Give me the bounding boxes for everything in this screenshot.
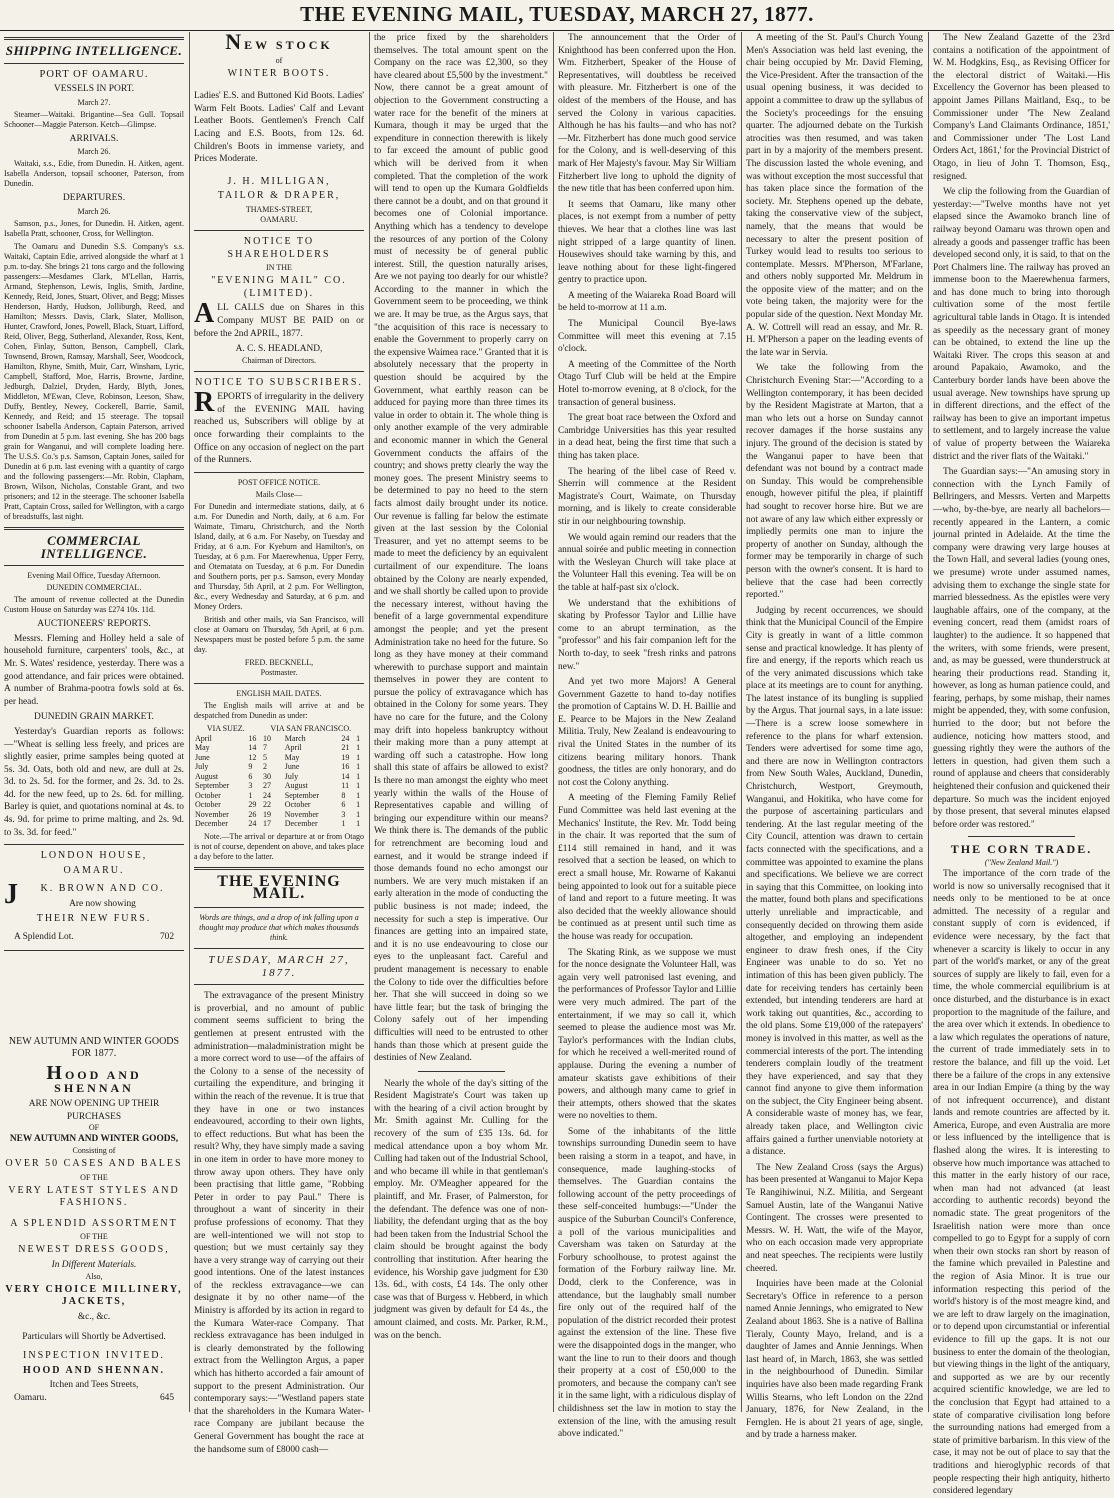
mail-dates-row	[194, 791, 364, 801]
divider	[194, 867, 364, 870]
col4-text-12: The Skating Rink, as we suppose we must for the nonce designate the Volunteer Hall, was again very well patronised last evening, and the performances of Professor Taylor and Lillie were very much admired. The part of the entertainment, if we may so call it, which seemed to please the audience most was Mr. Taylor's performances with the Indian clubs, for which he received a well-merited round of applause. During the evening a number of amateur skatists gave exhibitions of their powers, and although many came to grief in their attempts, others showed that the skates were no novelties to them.	[558, 947, 736, 1122]
mail-dates-cell: September	[195, 781, 230, 791]
divider	[4, 527, 184, 530]
notice-role: Chairman of Directors.	[242, 355, 316, 365]
shipping-title: SHIPPING INTELLIGENCE.	[5, 43, 183, 58]
mail-dates-row	[194, 743, 364, 753]
col5-text-3: Judging by recent occurrences, we should think that the Municipal Council of the Empire City is greatly in want of a little common sense and practical knowledge. It has plenty of fire and energy, if the reports which reach us of the very animated discussions which take place at its meetings are to count for anything. The latest instance of its bungling is supplied by the Argus. That journal says, in a late issue:—There is a screw loose somewhere in reference to the plans for wharf extension. Tenders were advertised for some time ago, and there are now in Wellington contractors from New South Wales, Auckland, Dunedin, Christchurch, Westport, Greymouth, Wanganui, and Hokitika, who have come for the purpose of ascertaining particulars and tendering. At the last regular meeting of the City Council, attention was drawn to certain facts connected with the specifications, and a committee was appointed to examine the plans and specifications. We believe we are correct in saying that this Committee, on looking into the matter, found both plans and specifications utterly unreliable and impracticable, and consequently decided on throwing them aside altogether, and employing an independent engineer to draw fresh ones, if the City Engineer was unable to do so. Yet no intimation of this has been given publicly. The date for receiving tenders has certainly been extended, but intending tenderers are hard at work taking out quantities, &c., according to the old plans. Some £19,000 of the ratepayers' money is involved in this matter, as well as the commercial interests of the port. The intending tenderers complain loudly of the treatment they have experienced, and say that they cannot find anyone to give them information on the subject, the City Engineer being absent. A considerable waste of money has, we fear, already taken place, and Wellington civic affairs gained a further unenviable notoriety at a distance.	[746, 605, 923, 1158]
london-place: OAMARU.	[63, 864, 125, 876]
commercial-body: The amount of revenue collected at the Dunedin Custom House on Saturday was £274 10s. 11d.	[4, 595, 184, 615]
mail-dates-cell: 6	[341, 800, 346, 810]
mail-dates-cell: 29	[248, 800, 257, 810]
port-title: PORT OF OAMARU.	[39, 68, 149, 80]
col4-text-10: And yet two more Majors! A General Government Gazette to hand to-day notifies the promotion of Captains W. D. H. Baillie and E. Pearce to be Majors in the New Zealand Militia. Truly, New Zealand is endeavouring to rival the United States in the number of its citizens bearing military honors. Thank goodness, the titles are only honorary, and do not cost the Colony anything.	[558, 677, 736, 788]
mail-dates-cell: 30	[263, 771, 272, 781]
vessels-date: March 27.	[77, 97, 111, 107]
mail-dates-cell: 6	[248, 771, 253, 781]
mail-dates-cell: December	[284, 819, 318, 829]
mail-dates-cell: 24	[263, 790, 272, 800]
jk-num: 702	[159, 932, 174, 943]
hood-of2: OF THE	[80, 1172, 108, 1182]
col4-text-5: A meeting of the Committee of the North Otago Turf Club will be held at the Empire Hotel to-morrow evening, at 8 o'clock, for the transaction of general business.	[558, 359, 736, 408]
dates-header	[194, 724, 364, 734]
mail-dates-cell: 1	[356, 733, 361, 743]
commercial-sub2: DUNEDIN COMMERCIAL.	[46, 583, 142, 593]
mail-dates-cell: 7	[263, 743, 268, 753]
spacer	[4, 956, 184, 1036]
mail-dates-cell: 1	[356, 809, 361, 819]
divider	[4, 63, 184, 64]
column-1	[4, 32, 184, 1414]
hood-particulars: Particulars will Shortly be Advertised.	[22, 1332, 166, 1343]
hood-footer	[4, 1392, 184, 1405]
mail-dates-cell: November	[195, 809, 229, 819]
london-head: LONDON HOUSE,	[40, 850, 148, 862]
corn-body: The importance of the corn trade of the world is now so universally recognised that it needs only to be mentioned to be at once admitted. The necessity of a regular and constant supply of corn is evidenced, if evidence were necessary, by the fact that whenever a scarcity is likely to occur in any part of the world's market, or any of the great sources of supply are likely to fail, even for a time, the whole commercial equilibrium is at once disturbed, and the disturbance is in exact proportion to the magnitude of the failure, and the area over which it extends. In obedience to a law which regulates the operations of nature, the current of trade immediately sets in to restore the balance, and fill up the void. Let there be a failure of the crops in any extensive area in our Indian Empire (a thing by the way of not infrequent occurrence), and distant lands and remote countries are affected by it. America, Europe, and even Australia are more or less influenced by the intelligence that is flashed along the wires. It is interesting to observe how much importance was attached to this matter in the early history of our race, when man had not advanced (at least according to authentic records) beyond the nomadic state. The great progenitors of the Israelitish nation were more than once compelled to go to Egypt for a supply of corn when their own stocks ran short by reason of the famine which prevailed in Palestine and the region of Asia Minor. It is true our information respecting this period of the world's history is of the most meagre kind, and we are left to draw largely on the imagination, or to depend upon circumstantial or inferential evidence to fill up the gaps. It is not our business to enter the domain of the theologian, but viewing things in the light of the antiquary, and supported as we are by our recently acquired scientific knowledge, we are led to the conclusion that Egypt had attained to a state of comparative civilisation long before the surrounding nations had emerged from a state of primitive barbarism. In this view of the case, it may not be out of place to say that the traditions and hieroglyphic records of that people respecting their high antiquity, hitherto considered legendary	[933, 869, 1110, 1497]
mail-dates-cell: December	[195, 819, 228, 829]
mail-dates-row	[194, 819, 364, 829]
vessels-head: VESSELS IN PORT.	[53, 84, 135, 95]
col4-text-11: A meeting of the Fleming Family Relief Fund Committee was held last evening at the Mechanics' Institute, the Rev. Mr. Todd being in the chair. It was reported that the sum of £114 still remained in hand, and it was resolved that a section be leased, on which to erect a small house, Mr. Rowarne of Kakanui being appointed to look out for a suitable piece of land and report to a future meeting. It was also decided that the weekly allowance should be continued as at present until such time as the house was ready for occupation.	[558, 793, 736, 942]
post-sig: FRED. BECKNELL,	[244, 657, 314, 667]
mail-dates-cell: May	[284, 752, 300, 762]
divider	[194, 907, 364, 908]
mail-dates-row	[194, 781, 364, 791]
column-2	[194, 29, 364, 1455]
mail-dates-cell: 1	[356, 819, 361, 829]
hood-dress: NEWEST DRESS GOODS,	[18, 1244, 170, 1256]
commercial-sub: Evening Mail Office, Tuesday Afternoon.	[27, 571, 161, 581]
motto: Words are things, and a drop of ink falling upon a thought may produce that which makes thousands think.	[199, 913, 359, 943]
notice-co: "EVENING MAIL" CO. (LIMITED).	[211, 275, 347, 299]
divider	[194, 472, 364, 473]
col4-text-8: We would again remind our readers that the annual soirée and public meeting in connection with the Wesleyan Church will take place at the Volunteer Hall this evening. Tea will be on the table at half-past six o'clock.	[558, 532, 736, 593]
dropcap-n: N	[225, 29, 245, 54]
jk-ad	[4, 879, 184, 943]
mail-dates-row	[194, 810, 364, 820]
col4-text-9: We understand that the exhibitions of skating by Professor Taylor and Lillie have come to an abrupt termination, as the "professor" and his fair companion left for the North to-day, to seek "fresh rinks and patrons new."	[558, 598, 736, 672]
notice-body	[194, 298, 364, 340]
mail-dates-cell: 14	[341, 771, 350, 781]
mail-dates-cell: June	[284, 762, 300, 772]
col4-text-3: A meeting of the Waiareka Road Board will be held to-morrow at 11 a.m.	[558, 290, 736, 314]
hood-address: Itchen and Tees Streets,	[49, 1380, 139, 1391]
thames: THAMES-STREET,	[245, 204, 313, 214]
mail-dates-cell: July	[284, 771, 299, 781]
col5-text-5: Inquiries have been made at the Colonial Secretary's Office in reference to a person named Annie Jennings, who emigrated to New Zealand about 1863. She is a native of Ballina Tieraly, County Mayo, Ireland, and is a daughter of James and Annie Jennings. When last heard of, in March, 1863, she was settled in the neighbourhood of Dunedin. Similar inquiries have also been made regarding Frank Willis Stearns, who left London on the 22nd January, 1876, for New Zealand, in the Fernglen. He is about 21 years of age, single, and by trade a harness maker.	[746, 1279, 923, 1441]
jk-furs: THEIR NEW FURS.	[36, 912, 152, 924]
subs-head: NOTICE TO SUBSCRIBERS.	[195, 376, 363, 388]
mail-dates-row	[194, 800, 364, 810]
hood-opening: ARE NOW OPENING UP THEIR PURCHASES	[28, 1099, 160, 1122]
dropcap-r: R	[194, 387, 215, 419]
mail-dates-cell: 19	[263, 809, 272, 819]
english-head: ENGLISH MAIL DATES.	[236, 688, 322, 698]
editorial-1: The extravagance of the present Ministry is proverbial, and no amount of public comment seems sufficient to bring the gentlemen at present entrusted with the administration—maladministration might be a more correct word to use—of the affairs of the Colony to a sense of the necessity of curtailing the expenditure, and bringing it within the reach of the revenue. It is true that they have in one or two instances endeavoured, according to their own lights, to effect reductions. But what has been the result? Why, they have simply made a saving in one item in order to have more money to throw away upon others. They have only been practising that little game, "Robbing Peter in order to pay Paul." There is throughout a want of sincerity in their profuse professions of economy. That they are well-intentioned we will not stop to question; but we must certainly say they have a very strange way of carrying out their good intentions. One of the latest instances of the reckless extravagance—we can designate it by no other name—of the Ministry is afforded by its action in regard to the Kumara Water-race Company. That reckless extravagance has been indulged in is clearly demonstrated by the following extract from the Wellington Argus, a paper which has hitherto accorded a fair amount of support to the present Administration. Our contemporary says:—"Westland papers state that the shareholders in the Kumara Water-race Company are jubilant because the General Government has bought the race at the handsome sum of £8000 cash—	[194, 991, 364, 1455]
mail-dates-cell: 1	[248, 790, 253, 800]
mail-dates-row	[194, 772, 364, 782]
mail-dates-cell: 12	[248, 752, 257, 762]
hood-headline: NEW AUTUMN AND WINTER GOODS FOR 1877.	[8, 1035, 180, 1060]
divider	[194, 948, 364, 949]
col5-text-1: A meeting of the St. Paul's Church Young Men's Association was held last evening, the chair being occupied by Mr. David Fleming, the Vice-President. After the transaction of the usual opening business, it was decided to appoint a committee to draw up the syllabus of the Society's proceedings for the ensuing quarter. The adjourned debate on the Turkish atrocities was then resumed, and was taken part in by a majority of the members present. The discussion lasted the whole evening, and was without exception the most successful that has taken place since the formation of the society. Mr. Stephens opened up the debate, taking the conservative view of the subject, namely, that the means that would be necessary to alter the present position of Turkey would lead to results too serious to contemplate. Messrs. M'Pherson, M'Farlane, and others nobly supported Mr. Meldrum in the opposite view of the matter; and on the vote being taken, the majority were for the popular side of the question. Next Monday Mr. A. W. Cottrell will read an essay, and Mr. R. H. M'Pherson a paper on the leading events of the late war in Servia.	[746, 33, 923, 358]
mail-dates-cell: August	[195, 771, 219, 781]
mail-dates-cell: 24	[341, 733, 350, 743]
grain-body: Yesterday's Guardian reports as follows:—"Wheat is selling less freely, and prices are slightly easier, prime samples being quoted at 5s. 3d. Oats, both old and new, are dull at 2s. 3d. to 2s. 5d. for the former, and 2s. 3d. to 2s. 4d. for the new feed, up to 2s. 6d. for milling. Barley is quiet, and quotations nominal at 4s. to 4s. 9d. for prime to prime malting, and 2s. 9d. to 3s. 3d. for feed."	[4, 726, 184, 838]
mail-dates-cell: 17	[263, 819, 272, 829]
mail-dates-cell: 1	[356, 771, 361, 781]
column-3	[374, 32, 548, 1414]
mail-dates-cell: 22	[263, 800, 272, 810]
dates-col1: VIA SUEZ.	[206, 723, 245, 733]
mail-dates-cell: 16	[248, 733, 257, 743]
hood-ad	[4, 1062, 184, 1404]
col4-text-2: It seems that Oamaru, like many other places, is not exempt from a number of petty thieves. We hear that a clothes line was last night stripped of a large quantity of linen. Housewives should take warning by this, and leave nothing about for these light-fingered gentry to practice upon.	[558, 199, 736, 286]
post-foot: British and other mails, via San Francisco, will close at Oamaru on Thursday, 5th April, at 6 p.m. Newspapers must be posted before 5 p.m. the same day.	[194, 614, 364, 654]
mail-dates-cell: October	[284, 800, 311, 810]
mail-dates-row	[194, 753, 364, 763]
hood-sig: HOOD AND SHENNAN.	[22, 1364, 166, 1376]
post-role: Postmaster.	[260, 667, 298, 677]
divider	[194, 230, 364, 231]
arrivals-date: March 26.	[77, 147, 111, 157]
divider	[4, 844, 184, 845]
mail-dates-cell: 19	[341, 752, 350, 762]
hood-goods: NEW AUTUMN AND WINTER GOODS,	[9, 1134, 179, 1145]
hood-cases: OVER 50 CASES AND BALES	[5, 1157, 183, 1169]
departures-head: DEPARTURES.	[62, 193, 126, 204]
mail-dates-cell: October	[195, 790, 221, 800]
divider	[194, 984, 364, 985]
hood-num: 645	[159, 1392, 174, 1403]
auction-body: Messrs. Fleming and Holley held a sale of household furniture, carpenters' tools, &c., at Mr. S. Wates' residence, yesterday. There was a good attendance, and fair prices were obtained. A number of Brahma-pootra fowls sold at 6s. per head.	[4, 633, 184, 707]
divider	[4, 565, 184, 566]
arrivals-text: Waitaki, s.s., Edie, from Dunedin. H. Aitken, agent. Isabella Anderson, topsail schooner, Paterson, from Dunedin.	[4, 159, 184, 189]
departures-text: Samson, p.s., Jones, for Dunedin. H. Aitken, agent. Isabella Pratt, schooner, Cross, for Wellington.	[4, 218, 184, 238]
mail-dates-cell: May	[195, 743, 210, 753]
mail-dates-cell: 1	[356, 762, 361, 772]
col4-text-1: The announcement that the Order of Knighthood has been conferred upon the Hon. Wm. Fitzherbert, Speaker of the House of Representatives, will doubtless be received with pleasure. Mr. Fitzherbert is one of the oldest of the members of the House, and has served the Colony in various capacities. Although he has his faults—and who has not?—Mr. Fitzherbert has done much good service for the Colony, and is well-deserving of this mark of Her Majesty's favour. May Sir William Fitzherbert live long to uphold the dignity of the new title that has been conferred upon him.	[558, 33, 736, 195]
hood-millinery: VERY CHOICE MILLINERY, JACKETS,	[5, 1283, 183, 1308]
mail-dates-cell: April	[284, 743, 302, 753]
post-body: For Dunedin and intermediate stations, daily, at 6 a.m. For Dunedin and North, daily, at 6 a.m. For Waimate, Timaru, Christchurch, and the North Island, daily, at 6 a.m. For Naseby, on Tuesday and Friday, at 6 a.m. For Kyeburn and Hamilton's, on Tuesday, at 6 p.m. For Maerewhenua, Upper Ferry, and Otematata on Tuesday, at 6 p.m. For Dunedin and Southern ports, per p.s. Samson, every Monday and Thursday, 5th April, at 2 p.m. For Wellington, &c., every Wednesday and Saturday, at 6 p.m. and Money Orders.	[194, 501, 364, 611]
divider	[4, 950, 184, 951]
col3-text-1: the price fixed by the shareholders themselves. The total amount spent on the Company on the race was £2,300, so they have cleared about £5,500 by the investment." Now, there cannot be a great amount of objection to the Government constructing a water race for the benefit of the miners at Kumara, though it may be urged that the expenditure in connection therewith is likely to far exceed the amount of public good which will be derived from it when completed. That the completion of the work will tend to open up the Kumara Goldfields there cannot be a doubt, and on that ground it becomes one of Colonial importance. Anything which has a tendency to develope the resources of any portion of the Colony must of necessity be of general public interest. Still, the question naturally arises, Are we not paying too dearly for our whistle? According to the manner in which the Government seem to be proceeding, we think we are. It may be true, as the Argus says, that "the acquisition of this race is necessary to enable the Government to properly carry on the expensive Waimea race." Granted that it is absolutely necessary that the property in question should be acquired by the Government, what earthly reason can be adduced for paying more than three times its value in order to obtain it. The whole thing is only another example of the very admirable and economic manner in which the General Government conducts the affairs of the country; and shows pretty clearly the way the money goes. The present Ministry seems to be determined to pay no heed to the stern facts almost daily brought under its notice. Our revenue is falling far below the estimate given at the last session by the Colonial Treasurer, and yet no attempt seems to be made to meet the deficiency by an equivalent curtailment of our expenditure. The loans obtained by the Colony are nearly expended, and we shall shortly be called upon to provide the necessary interest, without having the benefit of a large governmental expenditure amongst the people; and yet the present Administration take no heed for the future. So long as they have money at their command wherewith to purchase support and maintain themselves in power they are content to pursue the policy of extravagance which has obtained in the Colony for some years. They have no care for the future, and the Colony may drift into hopeless bankruptcy without their making more than a puny attempt at warding off such a catastrophe. How long shall this state of affairs be allowed to exist? Is there no man amongst the eighty who meet yearly within the walls of the House of Representatives capable and willing of bringing our expenditure within our means? We think there is. The demands of the public for retrenchment are becoming loud and earnest, and it would be strange indeed if those demands found no echo amongst our numbers. We are very much mistaken if an early alteration in the mode of conducting the public business is not made; indeed, the necessity for such a step is imperative. Our finances are getting into an impaired state, and it is no use endeavouring to close our eyes to the unpleasant fact. Careful and prudent management is necessary to enable the Colony to tide over the difficulties before her. That she will succeed in doing so we have little fear; but the task of bringing the Colony safely out of her impending difficulties will need to be entrusted to other hands than those which at present guide the destinies of New Zealand.	[374, 33, 548, 1064]
mail-dates-cell: April	[195, 733, 212, 743]
tailor: TAILOR & DRAPER,	[217, 190, 341, 202]
col4-text-13: Some of the inhabitants of the little townships surrounding Dunedin seem to have been raising a storm in a teapot, and have, in consequence, made laughing-stocks of themselves. The Guardian contains the following account of the petty proceedings of these self-conceited humbugs:—"Under the auspice of the Suburban Council's Conference, a poll of the various municipalities and Caversham was taken on Saturday at the Forbury schoolhouse, to protest against the formation of the Forbury railway line. Mr. Dodd, clerk to the Conference, was in attendance, but the laughably small number fire only out of the required half of the population of the district recorded their protest against the extension of the line. These five were the disappointed dogs in the manger, who want the line to run to their doors and though their property at a cost of £50,000 to the promoters, and because the company can't see it in the same light, with a ridiculous display of childishness set the law in motion to stay the extension of the line, with the amusing result above indicated."	[558, 1126, 736, 1440]
mail-dates-cell: 10	[263, 733, 272, 743]
post-head: POST OFFICE NOTICE.	[237, 477, 321, 487]
editorial-date: TUESDAY, MARCH 27, 1877.	[208, 954, 350, 979]
col6-text-1: The New Zealand Gazette of the 23rd contains a notification of the appointment of W. M. Hodgkins, Esq., as Revising Officer for the electoral district of Waitaki.—His Excellency the Governor has been pleased to appoint James Pillans Maitland, Esq., to be Commissioner under 'The New Zealand Company's Land Claimants Ordinance, 1851,' and Commissioner under 'The Lost Land Orders Act, 1861,' for the Provincial District of Otago, in lieu of John T. Thomson, Esq., resigned.	[933, 33, 1110, 182]
post-sub: Mails Close—	[255, 489, 303, 499]
jk-line: Are now showing	[69, 899, 136, 910]
hood-etc: &c., &c.	[77, 1311, 111, 1322]
mail-dates-row	[194, 734, 364, 744]
column-6	[933, 32, 1110, 1497]
mail-dates-cell: 9	[248, 762, 253, 772]
mail-dates-cell: 14	[248, 743, 257, 753]
mail-dates-cell: March	[284, 733, 306, 743]
hood-also: Also,	[85, 1271, 103, 1281]
masthead-rule	[0, 30, 1114, 31]
col5-text-4: The New Zealand Cross (says the Argus) has been presented at Wanganui to Major Kepa Te Rangihiwinui, N.Z. Militia, and Sergeant Samuel Austin, late of the Wanganui Native Contingent. The crosses were presented to Messrs. W. H. Watt, the wife of the Mayor, who on each occasion made very appropriate and neat speeches. The recipients were lustily cheered.	[746, 1162, 923, 1274]
hood-materials: In Different Materials.	[51, 1259, 137, 1270]
mail-dates-cell: 3	[248, 781, 253, 791]
jk-name: K. BROWN AND CO.	[40, 883, 165, 895]
departures-date: March 26.	[77, 206, 111, 216]
column-divider	[928, 32, 929, 1412]
mail-dates-cell: July	[195, 762, 209, 772]
mail-dates-cell: 26	[248, 809, 257, 819]
mail-dates-cell: 24	[248, 819, 257, 829]
column-5	[746, 32, 923, 1441]
boots-winter: WINTER BOOTS.	[227, 67, 331, 79]
mail-dates-cell: 2	[263, 762, 268, 772]
english-sub: The English mails will arrive at and be despatched from Dunedin as under:	[194, 700, 364, 720]
mail-dates-cell: 21	[341, 743, 350, 753]
auction-head: AUCTIONEERS' REPORTS.	[37, 619, 151, 630]
mail-dates-cell: 11	[341, 781, 350, 791]
dropcap-h: H	[46, 1062, 65, 1084]
hood-inspection: INSPECTION INVITED.	[23, 1349, 165, 1361]
column-divider	[189, 32, 190, 1412]
commercial-title: COMMERCIAL INTELLIGENCE.	[40, 532, 148, 561]
mail-dates-cell: June	[195, 752, 210, 762]
divider	[194, 371, 364, 372]
dates-col2: VIA SAN FRANCISCO.	[270, 723, 352, 733]
boots-ad	[194, 29, 364, 225]
hood-name-text: OOD AND SHENNAN	[54, 1068, 142, 1095]
notice-body-text: LL CALLS due on Shares in this Company MUST BE PAID on or before the 2nd APRIL, 1877.	[194, 303, 364, 339]
divider	[194, 683, 364, 684]
mail-dates-cell: 1	[356, 790, 361, 800]
notice-in: IN THE	[266, 263, 292, 273]
subs-body-text: EPORTS of irregularity in the delivery of the EVENING MAIL having reached us, Subscribers will oblige by at once forwarding their complaints to the Office on any occasion of neglect on the part of the Runners.	[194, 392, 364, 466]
shipping-body: The Oamaru and Dunedin S.S. Company's s.s. Waitaki, Captain Edie, arrived alongside the wharf at 1 p.m. to-day. She brings 21 tons cargo and the following passengers:—Mesdames Clark, M'Lellan, Harris, Armand, Stephenson, Lewis, Inglis, Smith, Jardine, Kennedy, Reid, Jones, Stuart, Oliver, and Begg; Misses Henderson, Hardy, Hudson, Jolliburgh, Reed, and Hamilton; Messrs. Davis, Clark, Slater, Mollison, Hunter, Crawford, Jones, Powell, Black, Stuart, Lifford, Reid, Oliver, Begg, Sutherland, Alexander, Ross, Kent, Cohen, Finlay, Sutton, Benson, Campbell, Clark, Townsend, Brown, Ramsay, Marshall, Seer, Woodcock, Hamilton, Rhyne, Smith, Muir, Carr, Winsham, Lyric, Campbell, Stafford, Moe, Harris, Browne, Jardine, Jedburgh, Dalziel, Dryden, Hardy, Blyth, Jones, Middleton, M'Ewan, Cleve, Robinson, Leeson, Shaw, Duffy, Bentley, Newey, Cockerell, Barrie, Samil, Kennedy, and Reid; and 15 steerage. The topsail schooner Isabella Anderson, Captain Paterson, arrived from Dunedin at 5 p.m. last evening. She has 200 bags grain for Wanganui, and will complete loading here. The U.S.S. Co.'s p.s. Samson, Captain Jones, sailed for Dunedin at 6 p.m. last evening with a quantity of cargo and the following passengers:—Mr. Robin, Clapham, Brown, Wilson, Nicholas, Constable Grant, and two prisoners; and 12 in the steerage. The schooner Isabella Pratt, Captain Cross, sailed for Wellington, with a cargo of breadstuffs, last night.	[4, 241, 184, 521]
vessels-text: Steamer—Waitaki. Brigantine—Sea Gull. Topsail Schooner—Maggie Paterson. Ketch—Glimpse.	[4, 109, 184, 129]
mail-dates-cell: November	[284, 809, 319, 819]
mail-dates-cell: 3	[341, 809, 346, 819]
mail-dates-cell: 1	[356, 743, 361, 753]
divider	[4, 37, 184, 40]
hood-of3: OF THE	[80, 1232, 108, 1242]
dates-note: Note.—The arrival or departure at or from Otago is not of course, dependent on above, and takes place a day before to the latter.	[194, 831, 364, 861]
column-divider	[553, 32, 554, 1412]
mail-dates-cell: 27	[263, 781, 272, 791]
hood-name	[4, 1062, 184, 1095]
mail-dates-cell: 1	[356, 781, 361, 791]
notice-sig: A. C. S. HEADLAND,	[235, 344, 323, 355]
hood-splendid: A SPLENDID ASSORTMENT	[10, 1217, 178, 1229]
oamaru: OAMARU.	[260, 214, 298, 224]
mail-dates-cell: 1	[356, 800, 361, 810]
divider	[968, 836, 1074, 837]
arrivals-head: ARRIVALS.	[69, 133, 119, 144]
boots-lines: Ladies' E.S. and Buttoned Kid Boots. Ladies' Warm Felt Boots. Ladies' Calf and Levant Leather Boots. Gentlemen's French Calf Lacing and E.S. Boots, from 12s. 6d. Children's Boots in immense variety, and Prices Moderate.	[194, 91, 364, 165]
jk-footer	[4, 927, 184, 944]
boots-of: of	[275, 55, 283, 65]
mail-dates-cell: 1	[341, 819, 346, 829]
hood-latest: VERY LATEST STYLES AND FASHIONS.	[8, 1184, 180, 1209]
boots-title	[194, 29, 364, 54]
col6-text-2: We clip the following from the Guardian of yesterday:—"Twelve months have not yet elapsed since the Awamoko branch line of railway beyond Oamaru was thrown open and already a goods and passenger traffic has been developed second only, it is said, to that on the Port Chalmers line. The railway has proved an immense boon to the Maerewhenua farmers, and has done much to bring into thorough cultivation some of the most fertile agricultural table lands in Otago. It is intended as speedily as the necessary grant of money can be obtained, to extend the line up the Waitaki River. The crops this season at and around Papakaio, Awamoko, and the Canterbury border lands have been above the usual average. New townships have sprung up in different directions, and the effect of the railway has been to give an important impetus to settlement, and to largely increase the value of value of property between the Waiareka district and the river flats of the Waitaki."	[933, 187, 1110, 462]
milligan: J. H. MILLIGAN,	[227, 175, 331, 187]
masthead: THE EVENING MAIL, TUESDAY, MARCH 27, 1877.	[300, 2, 814, 26]
col4-text-6: The great boat race between the Oxford and Cambridge Universities has this year resulted in a dead heat, being the first time that such a thing has taken place.	[558, 413, 736, 461]
mail-dates-cell: 5	[263, 752, 268, 762]
corn-head: THE CORN TRADE.	[950, 842, 1093, 857]
mail-dates-row	[194, 762, 364, 772]
mail-dates-cell: October	[195, 800, 221, 810]
mail-dates-table	[194, 734, 364, 829]
col3-text-2: Nearly the whole of the day's sitting of the Resident Magistrate's Court was taken up with the hearing of a civil action brought by Mr. Smith against Mr. Culling for the recovery of the sum of £35 13s. 6d. for medical attendance upon a boy whom Mr. Culling had taken out of the Industrial School, and who became ill while in that gentleman's employ. Mr. O'Meagher appeared for the plaintiff, and Mr. Fraser, of Palmerston, for the defendant. The defence was one of non-liability, the defendant urging that as the boy had been taken from the Industrial School the claim should be brought against the body controlling that institution. After hearing the evidence, his Worship gave judgment for £30 13s. 6d., with costs, £4 14s. The only other case was that of Burgess v. Hebberd, in which judgment was given by default for £4 4s., the amount claimed, and costs. Mr. Parker, R.M., was on the bench.	[374, 1078, 548, 1341]
grain-head: DUNEDIN GRAIN MARKET.	[34, 712, 154, 723]
hood-town: Oamaru.	[14, 1392, 47, 1403]
dropcap-a: A	[194, 298, 215, 330]
dropcap-j: J	[4, 879, 18, 911]
col5-text-2: We take the following from the Christchurch Evening Star:—"According to a Wellington contemporary, it has been decided by the Resident Magistrate at Marton, that a man who lets out a horse on Sunday cannot recover damages if the horse sustains any injury. The ground of the decision is stated by the Wanganui paper to have been that defendant was not bound by a contract made on Sunday. This would be comprehensible enough, however pitiful the plea, if plaintiff had sought to recover horse hire. But we are not aware of any law which either expressly or impliedly permits one man to injure the property of another on Sunday, although the former may be temporarily in charge of such person with the owner's consent. It is hard to believe that the case had been correctly reported."	[746, 363, 923, 601]
corn-source: ("New Zealand Mail.")	[984, 858, 1059, 867]
column-divider	[741, 32, 742, 1412]
notice-head: NOTICE TO SHAREHOLDERS	[227, 235, 331, 260]
col4-text-7: The hearing of the libel case of Reed v. Sherrin will commence at the Resident Magistrate's Court, Waimate, on Thursday morning, and is likely to create considerable stir in our neighbouring township.	[558, 466, 736, 527]
mail-dates-cell: September	[284, 790, 319, 800]
mail-dates-cell: 8	[341, 790, 346, 800]
subs-body	[194, 387, 364, 467]
column-divider	[369, 32, 370, 1412]
mail-dates-cell: 1	[356, 752, 361, 762]
mail-dates-cell: August	[284, 781, 308, 791]
col6-text-3: The Guardian says:—"An amusing story in connection with the Lynch Family of Bellringers, and Messrs. Verten and Marpetts—who, by-the-bye, are nearly all bachelors—recently appeared in the Lantern, a comic journal printed in Adelaide. At the time the company were drawing very large houses at the Town Hall, and several ladies (young ones, we presume) wrote under assumed names, advising them to exchange the single state for married blessedness. As the epistles were very laughable affairs, one of the company, at the evening concert, read them (amidst roars of laughter) to the audience. It so happened that the writers, with some friends, were present, and, as may be guessed, were thunderstruck at hearing their productions read. Standing it, however, as long as human patience could, and fearing, perhaps, by some mishap, their names might be appended, they, with some confusion, hurried to the door; but not before the audience, noticing how matters stood, and guessing rightly they were the authors of the letters in question, had given them such a round of applause and cheers that considerably heightened their confusion and quickened their departure. So much was the incident enjoyed by those present, that several minutes elapsed before order was restored."	[933, 467, 1110, 830]
evening-mail-head: THE EVENING MAIL.	[217, 872, 341, 903]
hood-of: OF	[88, 1123, 100, 1133]
divider	[418, 1071, 505, 1072]
mail-dates-cell: 16	[341, 762, 350, 772]
column-4	[558, 32, 736, 1440]
boots-title-text: EW STOCK	[244, 38, 333, 52]
jk-lot: A Splendid Lot.	[14, 932, 74, 943]
hood-consisting: Consisting of	[72, 1145, 116, 1155]
col4-text-4: The Municipal Council Bye-laws Committee will meet this evening at 7.15 o'clock.	[558, 319, 736, 355]
